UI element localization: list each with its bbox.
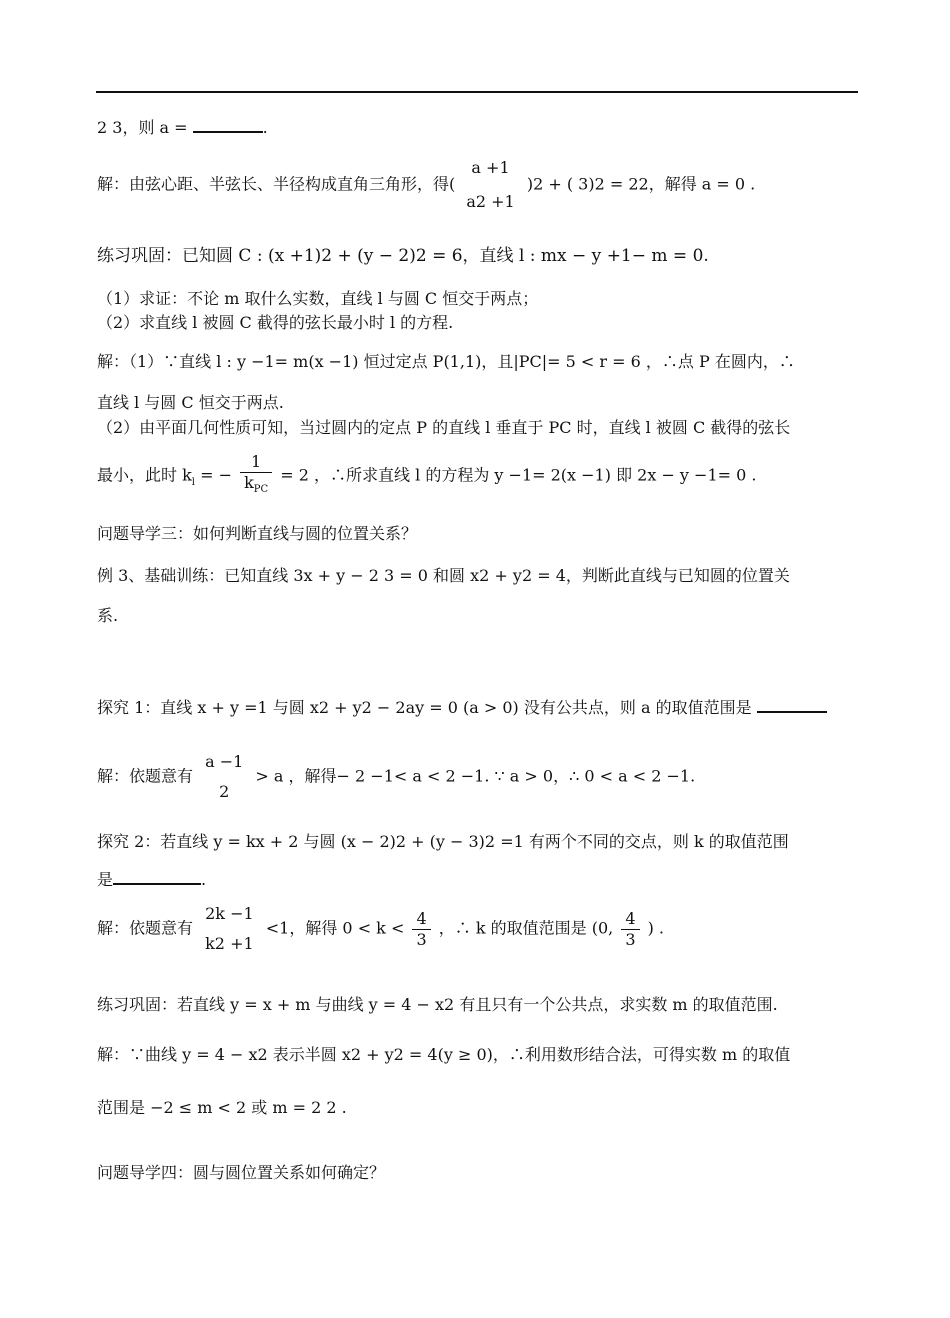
text: ) . [647,918,665,938]
line-explore-1-solution [97,752,695,802]
fraction [412,909,430,950]
numerator: 1 [240,452,272,473]
line-explore-2b [97,870,206,890]
line-exercise-2: 练习巩固：若直线 y = x + m 与曲线 y = 4 − x2 有且只有一个公共点，求实数 m 的取值范围. [97,995,778,1014]
text: 解：依题意有 [97,766,194,786]
text: > a ，解得− 2 −1< a < 2 −1. ∵ a > 0，∴ 0 < a < 2 −1. [255,766,696,786]
header-rule [96,91,858,93]
fraction [621,909,639,950]
text: 解：由弦心距、半弦长、半径构成直角三角形，得( [97,174,456,194]
text: <1，解得 0 < k < [265,918,405,938]
line-example-3: 例 3、基础训练：已知直线 3x + y − 2 3 = 0 和圆 x2 + y2 = 4，判断此直线与已知圆的位置关 [97,566,790,585]
line-example-3b: 系. [97,606,119,625]
text: 最小，此时 k [97,465,192,485]
line-solution-2: 解：（1）∵直线 l : y −1= m(x −1) 恒过定点 P(1,1)，且|PC|= 5 < r = 6 ，∴点 P 在圆内，∴ [97,352,795,371]
text: ，∴ k 的取值范围是 (0, [438,918,614,938]
line-solution-1 [97,158,755,212]
line-explore-2: 探究 2：若直线 y = kx + 2 与圆 (x − 2)2 + (y − 3)2 =1 有两个不同的交点，则 k 的取值范围 [97,832,789,851]
numerator: 4 [412,909,430,930]
line-explore-1 [97,698,827,718]
section-heading-4: 问题导学四：圆与圆位置关系如何确定？ [97,1163,386,1182]
fraction [462,158,518,212]
numerator: 2k −1 [205,904,254,923]
text: = − [200,465,232,485]
text: . [201,870,207,889]
text: 解：依题意有 [97,918,194,938]
line-exercise-2-solution-b: 范围是 −2 ≤ m < 2 或 m = 2 2 . [97,1098,347,1117]
line-solution-3b [97,452,757,500]
numerator: a −1 [205,752,244,771]
numerator: 4 [621,909,639,930]
line-solution-3: （2）由平面几何性质可知，当过圆内的定点 P 的直线 l 垂直于 PC 时，直线 l 被圆 C 截得的弦长 [97,418,791,437]
line-explore-2-solution [97,904,664,954]
line-answer-a [97,118,268,138]
text: k [244,473,254,492]
text: 2 3，则 a = [97,118,188,137]
fraction [201,752,247,802]
subscript: l [191,476,195,488]
line-exercise-2-solution: 解：∵曲线 y = 4 − x2 表示半圆 x2 + y2 = 4(y ≥ 0)，∴利用数形结合法，可得实数 m 的取值 [97,1045,791,1064]
fraction [201,904,258,954]
line-part2: （2）求直线 l 被圆 C 截得的弦长最小时 l 的方程. [97,313,454,332]
text: )2 + ( 3)2 = 22，解得 a = 0 . [526,174,756,194]
line-exercise: 练习巩固：已知圆 C : (x +1)2 + (y − 2)2 = 6，直线 l : mx − y +1− m = 0. [97,246,709,266]
answer-blank[interactable] [113,883,201,885]
line-part1: （1）求证：不论 m 取什么实数，直线 l 与圆 C 恒交于两点； [97,289,539,308]
answer-blank[interactable] [193,131,263,133]
denominator [240,473,272,500]
section-heading-3: 问题导学三：如何判断直线与圆的位置关系？ [97,524,418,543]
text: = 2 ，∴所求直线 l 的方程为 y −1= 2(x −1) 即 2x − y −1= 0 . [280,465,757,485]
answer-blank[interactable] [757,711,827,713]
denominator: 3 [416,929,427,949]
numerator: a +1 [471,158,510,177]
line-solution-2b: 直线 l 与圆 C 恒交于两点. [97,393,284,412]
subscript: PC [253,484,269,496]
fraction [240,452,272,500]
text: 是 [97,870,114,889]
text: . [262,118,268,137]
denominator: k2 +1 [205,934,254,953]
denominator: 3 [625,929,636,949]
text: 探究 1：直线 x + y =1 与圆 x2 + y2 − 2ay = 0 (a > 0) 没有公共点，则 a 的取值范围是 [97,698,752,717]
denominator: 2 [219,782,230,801]
denominator: a2 +1 [466,192,515,211]
